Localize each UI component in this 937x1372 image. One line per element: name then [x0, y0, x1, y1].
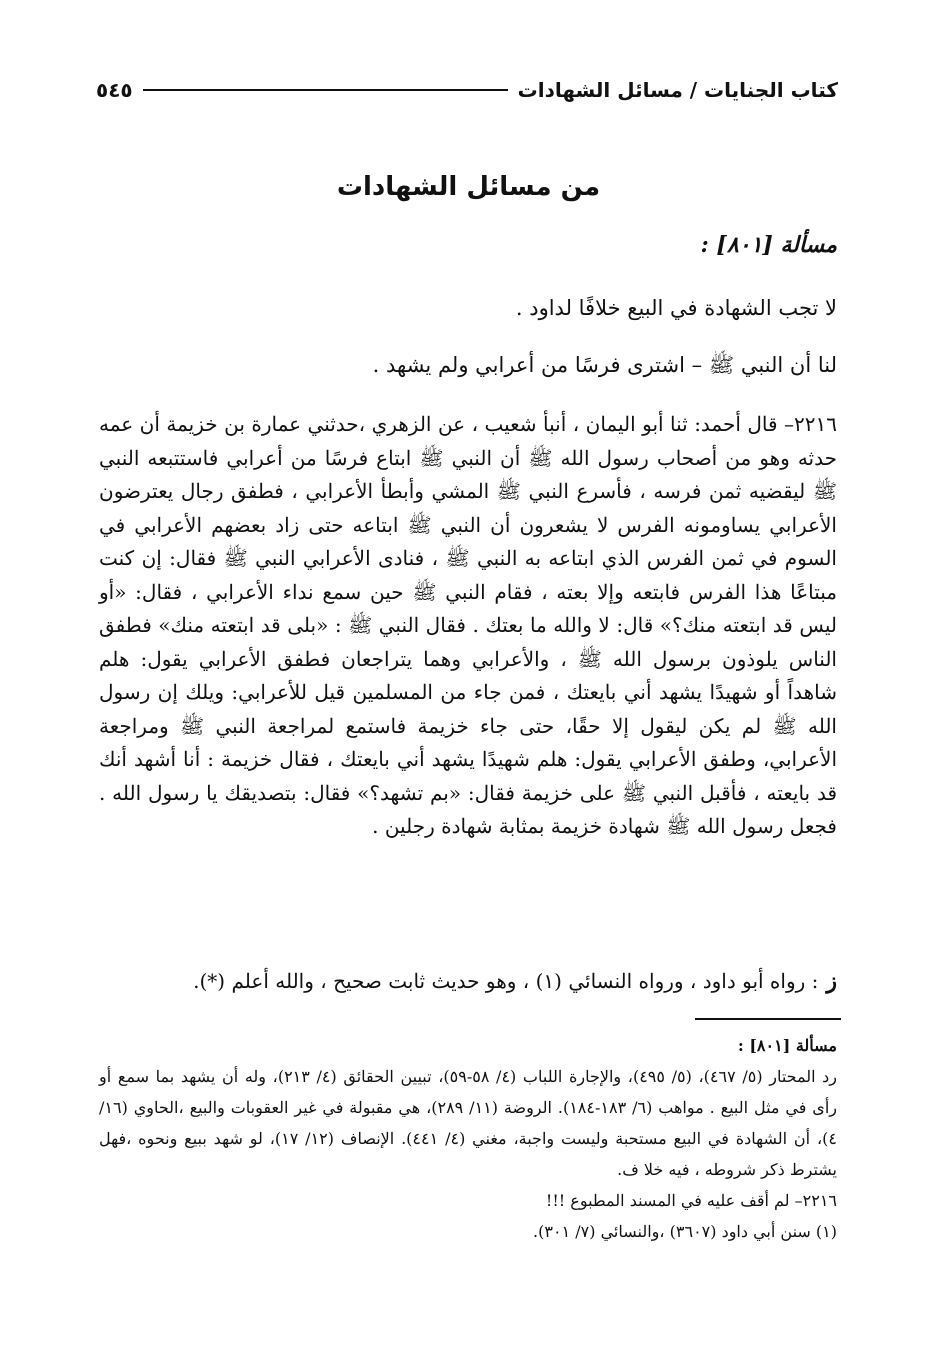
source-line — [99, 968, 837, 994]
footnote-2216: ٢٢١٦– لم أقف عليه في المسند المطبوع !!! — [545, 1191, 837, 1210]
footnotes — [99, 1030, 837, 1247]
footnote-references: رد المحتار (٥/ ٤٦٧)، (٥/ ٤٩٥)، والإجارة اللباب (٤/ ٥٨-٥٩)، تبيين الحقائق (٤/ ٢١٣)، وله أن يشهد بما سمع أو رأى في مثل البيع . مواهب (٦/ ١٨٣-١٨٤). الروضة (١١/ ٢٨٩)، هي مقبولة في غير العقوبات والبيع ،الحاوي (١٦/ ٤)، أن الشهادة في البيع مستحبة وليست واجبة، مغني (٤/ ٤٤١). الإنصاف (١٢/ ١٧)، لو شهد ببيع ونحوه ،فهل يشترط ذكر شروطه ، فيه خلا ف. — [99, 1067, 838, 1179]
hadith-paragraph: ٢٢١٦– قال أحمد: ثنا أبو اليمان ، أنبأ شعيب ، عن الزهري ،حدثني عمارة بن خزيمة أن عمه حدثه وهو من أصحاب رسول الله ﷺ أن النبي ﷺ ابتاع فرسًا من أعرابي فاستتبعه النبي ﷺ ليقضيه ثمن فرسه ، فأسرع النبي ﷺ المشي وأبطأ الأعرابي ، فطفق رجال يعترضون الأعرابي يساومونه الفرس لا يشعرون أن النبي ﷺ ابتاعه حتى زاد بعضهم الأعرابي في السوم في ثمن الفرس الذي ابتاعه به النبي ﷺ ، فنادى الأعرابي النبي ﷺ فقال: إن كنت مبتاعًا هذا الفرس فابتعه وإلا بعته ، فقام النبي ﷺ حين سمع نداء الأعرابي ، فقال: «أو ليس قد ابتعته منك؟» قال: لا والله ما بعتك . فقال النبي ﷺ : «بلى قد ابتعته منك» فطفق الناس يلوذون برسول الله ﷺ ، والأعرابي وهما يتراجعان فطفق الأعرابي يقول: هلم شاهداً أو شهيدًا يشهد أني بايعتك ، فمن جاء من المسلمين قيل للأعرابي: ويلك إن رسول الله ﷺ لم يكن ليقول إلا حقًا، حتى جاء خزيمة فاستمع لمراجعة النبي ﷺ ومراجعة الأعرابي، وطفق الأعرابي يقول: هلم شهيدًا يشهد أني بايعتك ، فقال خزيمة : أنا أشهد أنك قد بايعته ، فأقبل النبي ﷺ على خزيمة فقال: «بم تشهد؟» فقال: بتصديقك يا رسول الله . فجعل رسول الله ﷺ شهادة خزيمة بمثابة شهادة رجلين . — [99, 412, 837, 838]
footnote-heading: مسألة [٨٠١] : — [737, 1036, 837, 1055]
footnote-1: (١) سنن أبي داود (٣٦٠٧) ،والنسائي (٧/ ٣٠١). — [533, 1222, 837, 1241]
running-title: كتاب الجنايات / مسائل الشهادات — [517, 78, 838, 102]
footnote-rule — [695, 1018, 841, 1020]
header-rule — [143, 89, 508, 91]
ruling-text: لا تجب الشهادة في البيع خلافًا لداود . — [515, 296, 837, 320]
source-mark: ز — [826, 968, 837, 994]
evidence-text: لنا أن النبي ﷺ – اشترى فرسًا من أعرابي ولم يشهد . — [372, 353, 837, 377]
running-header — [96, 72, 838, 108]
issue-label: مسألة [٨٠١] : — [700, 232, 837, 258]
source-text: : رواه أبو داود ، ورواه النسائي (١) ، وهو حديث ثابت صحيح ، والله أعلم (*). — [193, 969, 819, 993]
section-title: من مسائل الشهادات — [336, 172, 601, 202]
page-number: ٥٤٥ — [96, 78, 133, 102]
